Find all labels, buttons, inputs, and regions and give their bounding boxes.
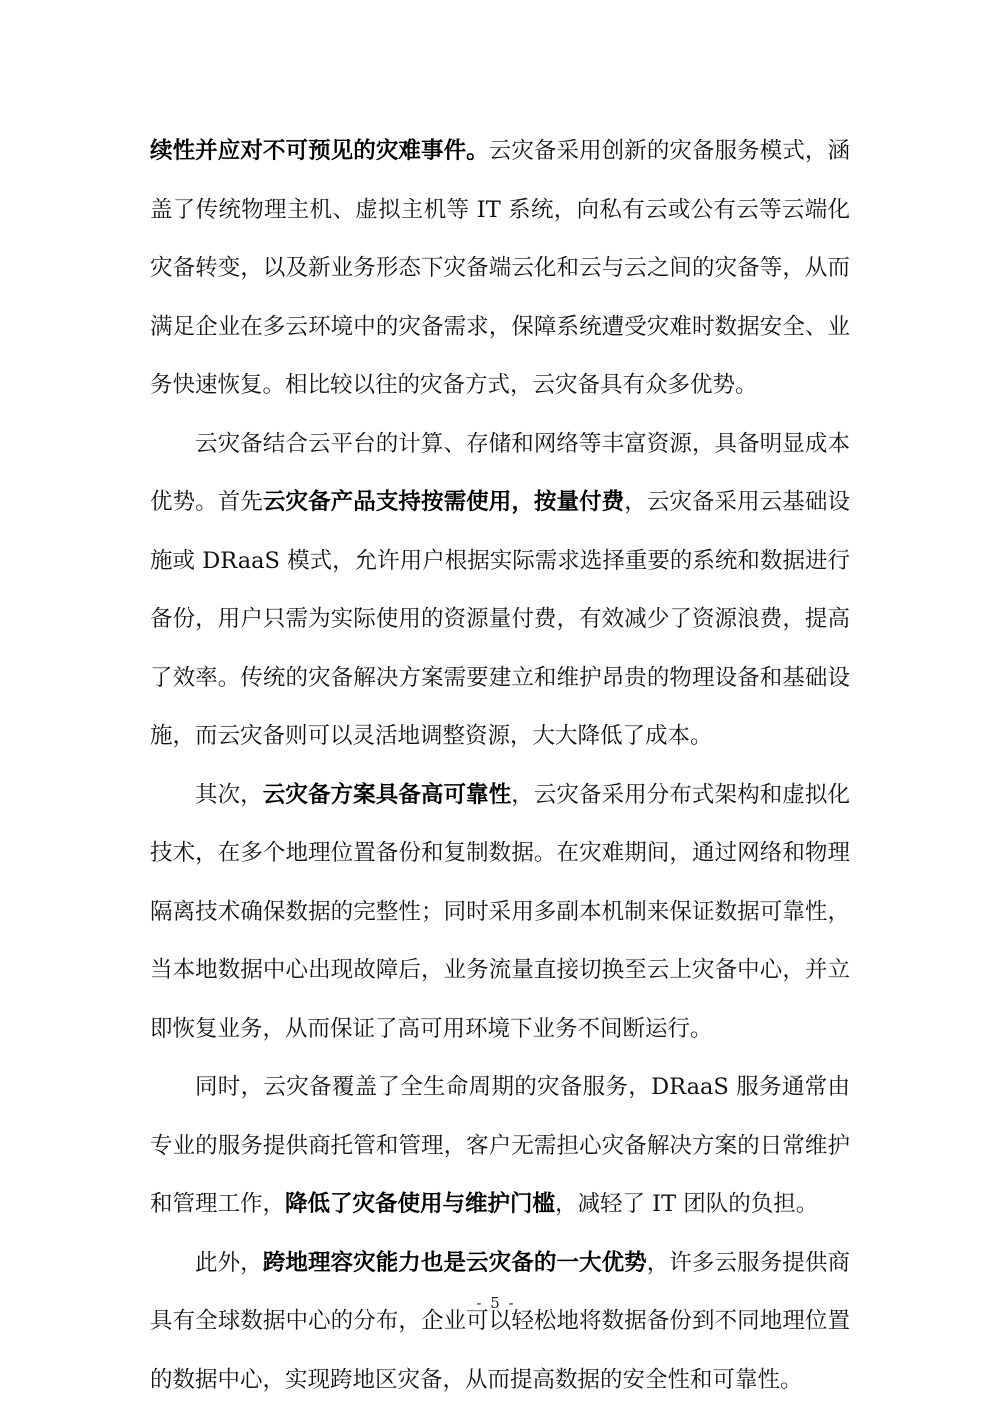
text-run: 此外， bbox=[195, 1250, 263, 1276]
text-run: 同时，云灾备覆盖了全生命周期的灾备服务，DRaaS 服务通常由专业的服务提供商托管和管理，客户无需担心灾备解决方案的日常维护和管理工作， bbox=[150, 1074, 850, 1217]
text-run: 云灾备结合云平台的计算、存储和网络等丰富资源，具备明显成本优势。首先 bbox=[150, 431, 850, 516]
text-run: ，减轻了 IT 团队的负担。 bbox=[555, 1191, 818, 1217]
text-run: ，许多云服务提供商具有全球数据中心的分布，企业可以轻松地将数据备份到不同地理位置的数据中心，实现跨地区灾备，从而提高数据的安全性和可靠性。 bbox=[150, 1250, 850, 1393]
text-run: ，云灾备采用分布式架构和虚拟化技术，在多个地理位置备份和复制数据。在灾难期间，通过网络和物理隔离技术确保数据的完整性；同时采用多副本机制来保证数据可靠性，当本地数据中心出现故障后，业务流量直接切换至云上灾备中心，并立即恢复业务，从而保证了高可用环境下业务不间断运行。 bbox=[150, 782, 850, 1042]
paragraph-geo-redundancy bbox=[150, 1234, 850, 1409]
bold-phrase: 续性并应对不可预见的灾难事件。 bbox=[150, 138, 489, 164]
text-run: 云灾备采用创新的灾备服务模式，涵盖了传统物理主机、虚拟主机等 IT 系统，向私有云或公有云等云端化灾备转变，以及新业务形态下灾备端云化和云与云之间的灾备等，从而满足企业在多云环境中的灾备需求，保障系统遭受灾难时数据安全、业务快速恢复。相比较以往的灾备方式，云灾备具有众多优势。 bbox=[150, 138, 850, 398]
paragraph-cost-advantage bbox=[150, 415, 850, 766]
bold-phrase: 云灾备方案具备高可靠性 bbox=[263, 782, 511, 808]
bold-phrase: 云灾备产品支持按需使用，按量付费 bbox=[263, 489, 624, 515]
bold-phrase: 降低了灾备使用与维护门槛 bbox=[285, 1191, 555, 1217]
text-run: 其次， bbox=[195, 782, 263, 808]
text-run: ，云灾备采用云基础设施或 DRaaS 模式，允许用户根据实际需求选择重要的系统和数据进行备份，用户只需为实际使用的资源量付费，有效减少了资源浪费，提高了效率。传统的灾备解决方案需要建立和维护昂贵的物理设备和基础设施，而云灾备则可以灵活地调整资源，大大降低了成本。 bbox=[150, 489, 850, 749]
bold-phrase: 跨地理容灾能力也是云灾备的一大优势 bbox=[263, 1250, 647, 1276]
paragraph-intro bbox=[150, 122, 850, 415]
page-number: - 5 - bbox=[0, 1294, 992, 1312]
paragraph-lifecycle-service bbox=[150, 1058, 850, 1234]
document-body bbox=[150, 122, 850, 1409]
paragraph-reliability bbox=[150, 766, 850, 1059]
